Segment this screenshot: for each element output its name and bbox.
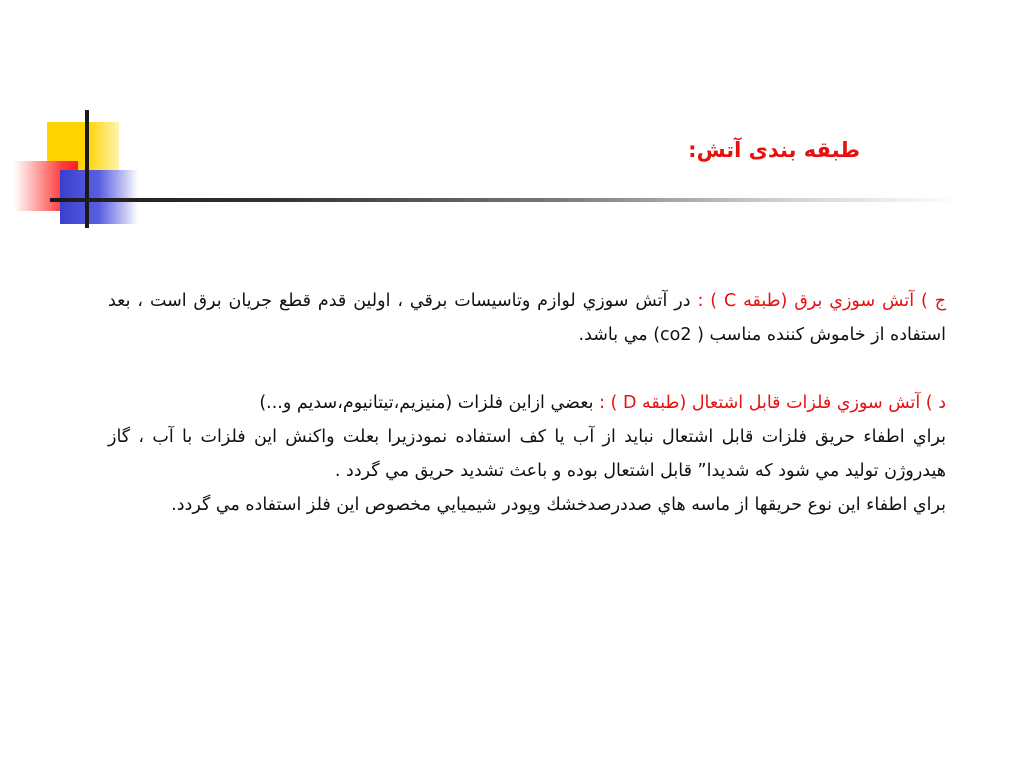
class-d-extinguish-paragraph: براي اطفاء حريق فلزات قابل اشتعال نبايد از آب يا كف استفاده نمودزيرا بعلت واكنش اين فلزات با آب ، گاز هيدروژن توليد مي شود كه شديدا” قابل اشتعال بوده و باعث تشديد حريق مي گردد . bbox=[108, 427, 946, 481]
slide-title: طبقه بندی آتش: bbox=[688, 138, 860, 162]
decor-vertical-line bbox=[85, 110, 89, 228]
class-c-text: در آتش سوزي لوازم وتاسيسات برقي ، اولين قدم قطع جريان برق است ، بعد استفاده از خاموش كننده مناسب ( co2) مي باشد. bbox=[108, 291, 946, 345]
class-d-text: بعضي ازاين فلزات (منيزيم،تيتانيوم،سديم و...) bbox=[259, 393, 600, 413]
class-d-heading: د ) آتش سوزي فلزات قابل اشتعال (طبقه D ) : bbox=[599, 393, 946, 413]
decor-horizontal-rule bbox=[50, 198, 960, 202]
decor-blue-square bbox=[60, 170, 138, 224]
class-c-heading: ج ) آتش سوزي برق (طبقه C ) : bbox=[697, 291, 946, 311]
class-d-paragraph bbox=[108, 386, 946, 420]
class-c-paragraph bbox=[108, 284, 946, 352]
class-d-method-paragraph: براي اطفاء اين نوع حريقها از ماسه هاي صددرصدخشك وپودر شيميايي مخصوص اين فلز استفاده مي گردد. bbox=[171, 495, 946, 515]
paragraph-spacer bbox=[108, 352, 946, 386]
slide-body bbox=[108, 284, 946, 522]
